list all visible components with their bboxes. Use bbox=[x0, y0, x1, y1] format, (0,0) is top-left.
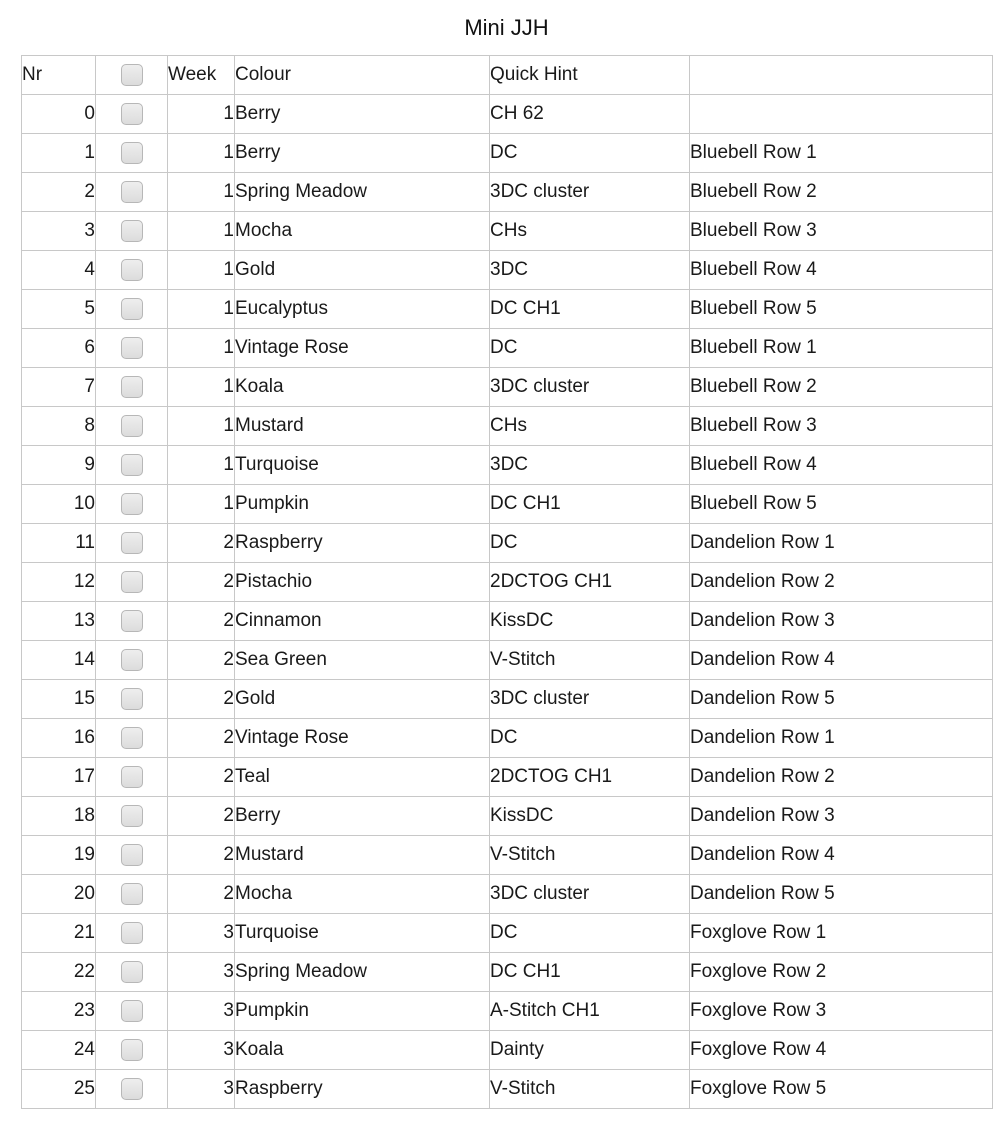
row-colour: Berry bbox=[235, 134, 490, 173]
row-checkbox[interactable] bbox=[121, 961, 143, 983]
row-checkbox[interactable] bbox=[121, 610, 143, 632]
row-note bbox=[690, 95, 993, 134]
row-checkbox[interactable] bbox=[121, 532, 143, 554]
row-checkbox[interactable] bbox=[121, 103, 143, 125]
row-week: 2 bbox=[168, 797, 235, 836]
row-week: 1 bbox=[168, 212, 235, 251]
row-checkbox-cell[interactable] bbox=[96, 875, 168, 914]
row-checkbox[interactable] bbox=[121, 298, 143, 320]
row-colour: Spring Meadow bbox=[235, 953, 490, 992]
row-note: Foxglove Row 4 bbox=[690, 1031, 993, 1070]
row-checkbox-cell[interactable] bbox=[96, 602, 168, 641]
row-week: 3 bbox=[168, 1031, 235, 1070]
table-row bbox=[22, 485, 993, 524]
row-note: Bluebell Row 5 bbox=[690, 290, 993, 329]
table-row bbox=[22, 1070, 993, 1109]
row-note: Dandelion Row 3 bbox=[690, 797, 993, 836]
row-week: 2 bbox=[168, 641, 235, 680]
row-quick-hint: DC bbox=[490, 134, 690, 173]
row-colour: Pumpkin bbox=[235, 992, 490, 1031]
row-nr: 2 bbox=[22, 173, 96, 212]
row-week: 1 bbox=[168, 485, 235, 524]
table-row bbox=[22, 95, 993, 134]
row-nr: 15 bbox=[22, 680, 96, 719]
row-quick-hint: V-Stitch bbox=[490, 641, 690, 680]
row-quick-hint: 3DC bbox=[490, 251, 690, 290]
row-checkbox[interactable] bbox=[121, 922, 143, 944]
row-week: 2 bbox=[168, 602, 235, 641]
row-quick-hint: CH 62 bbox=[490, 95, 690, 134]
table-row bbox=[22, 914, 993, 953]
row-note: Dandelion Row 5 bbox=[690, 680, 993, 719]
row-week: 2 bbox=[168, 758, 235, 797]
header-nr: Nr bbox=[22, 56, 96, 95]
row-checkbox-cell[interactable] bbox=[96, 758, 168, 797]
row-checkbox[interactable] bbox=[121, 376, 143, 398]
row-quick-hint: 2DCTOG CH1 bbox=[490, 758, 690, 797]
row-nr: 1 bbox=[22, 134, 96, 173]
row-quick-hint: KissDC bbox=[490, 602, 690, 641]
row-week: 2 bbox=[168, 875, 235, 914]
row-note: Bluebell Row 3 bbox=[690, 212, 993, 251]
row-nr: 8 bbox=[22, 407, 96, 446]
header-notes bbox=[690, 56, 993, 95]
row-checkbox-cell[interactable] bbox=[96, 836, 168, 875]
table-row bbox=[22, 368, 993, 407]
row-checkbox[interactable] bbox=[121, 142, 143, 164]
row-nr: 5 bbox=[22, 290, 96, 329]
row-quick-hint: 3DC cluster bbox=[490, 173, 690, 212]
row-checkbox[interactable] bbox=[121, 1078, 143, 1100]
row-note: Bluebell Row 5 bbox=[690, 485, 993, 524]
row-checkbox[interactable] bbox=[121, 1039, 143, 1061]
row-week: 1 bbox=[168, 290, 235, 329]
row-nr: 12 bbox=[22, 563, 96, 602]
row-colour: Gold bbox=[235, 680, 490, 719]
header-colour: Colour bbox=[235, 56, 490, 95]
row-nr: 13 bbox=[22, 602, 96, 641]
row-note: Foxglove Row 3 bbox=[690, 992, 993, 1031]
select-all-checkbox[interactable] bbox=[121, 64, 143, 86]
row-checkbox-cell[interactable] bbox=[96, 1031, 168, 1070]
row-colour: Turquoise bbox=[235, 914, 490, 953]
table-row bbox=[22, 173, 993, 212]
row-note: Dandelion Row 4 bbox=[690, 641, 993, 680]
row-note: Foxglove Row 2 bbox=[690, 953, 993, 992]
row-colour: Pistachio bbox=[235, 563, 490, 602]
row-checkbox-cell[interactable] bbox=[96, 368, 168, 407]
row-checkbox-cell[interactable] bbox=[96, 212, 168, 251]
row-checkbox[interactable] bbox=[121, 727, 143, 749]
table-row bbox=[22, 212, 993, 251]
table-row bbox=[22, 836, 993, 875]
row-nr: 4 bbox=[22, 251, 96, 290]
row-quick-hint: 3DC cluster bbox=[490, 875, 690, 914]
row-note: Dandelion Row 1 bbox=[690, 524, 993, 563]
row-checkbox-cell[interactable] bbox=[96, 95, 168, 134]
row-week: 1 bbox=[168, 329, 235, 368]
row-week: 3 bbox=[168, 992, 235, 1031]
header-week: Week bbox=[168, 56, 235, 95]
row-checkbox-cell[interactable] bbox=[96, 485, 168, 524]
row-quick-hint: DC bbox=[490, 524, 690, 563]
row-colour: Berry bbox=[235, 797, 490, 836]
row-nr: 18 bbox=[22, 797, 96, 836]
row-note: Bluebell Row 4 bbox=[690, 446, 993, 485]
row-nr: 20 bbox=[22, 875, 96, 914]
row-checkbox[interactable] bbox=[121, 688, 143, 710]
row-checkbox-cell[interactable] bbox=[96, 797, 168, 836]
table-row bbox=[22, 602, 993, 641]
row-week: 2 bbox=[168, 836, 235, 875]
row-colour: Gold bbox=[235, 251, 490, 290]
row-checkbox[interactable] bbox=[121, 844, 143, 866]
table-row bbox=[22, 758, 993, 797]
header-checkbox-cell[interactable] bbox=[96, 56, 168, 95]
row-checkbox[interactable] bbox=[121, 181, 143, 203]
row-checkbox[interactable] bbox=[121, 766, 143, 788]
table-row bbox=[22, 134, 993, 173]
row-checkbox[interactable] bbox=[121, 1000, 143, 1022]
row-note: Bluebell Row 1 bbox=[690, 329, 993, 368]
row-quick-hint: 3DC bbox=[490, 446, 690, 485]
row-note: Dandelion Row 1 bbox=[690, 719, 993, 758]
row-quick-hint: 3DC cluster bbox=[490, 368, 690, 407]
table-row bbox=[22, 680, 993, 719]
row-quick-hint: DC bbox=[490, 719, 690, 758]
row-colour: Mocha bbox=[235, 212, 490, 251]
row-nr: 25 bbox=[22, 1070, 96, 1109]
row-quick-hint: 3DC cluster bbox=[490, 680, 690, 719]
row-nr: 17 bbox=[22, 758, 96, 797]
row-colour: Sea Green bbox=[235, 641, 490, 680]
row-week: 1 bbox=[168, 368, 235, 407]
row-checkbox-cell[interactable] bbox=[96, 641, 168, 680]
row-nr: 14 bbox=[22, 641, 96, 680]
row-week: 1 bbox=[168, 173, 235, 212]
table-row bbox=[22, 641, 993, 680]
row-colour: Turquoise bbox=[235, 446, 490, 485]
row-note: Bluebell Row 2 bbox=[690, 173, 993, 212]
row-quick-hint: DC bbox=[490, 329, 690, 368]
row-quick-hint: DC bbox=[490, 914, 690, 953]
row-colour: Raspberry bbox=[235, 524, 490, 563]
row-nr: 16 bbox=[22, 719, 96, 758]
row-quick-hint: 2DCTOG CH1 bbox=[490, 563, 690, 602]
row-quick-hint: DC CH1 bbox=[490, 953, 690, 992]
row-note: Foxglove Row 1 bbox=[690, 914, 993, 953]
header-quick-hint: Quick Hint bbox=[490, 56, 690, 95]
row-colour: Mustard bbox=[235, 407, 490, 446]
row-checkbox-cell[interactable] bbox=[96, 992, 168, 1031]
row-note: Bluebell Row 2 bbox=[690, 368, 993, 407]
row-checkbox-cell[interactable] bbox=[96, 134, 168, 173]
row-week: 3 bbox=[168, 953, 235, 992]
table-row bbox=[22, 992, 993, 1031]
table-row bbox=[22, 524, 993, 563]
row-colour: Mocha bbox=[235, 875, 490, 914]
row-checkbox-cell[interactable] bbox=[96, 251, 168, 290]
row-nr: 0 bbox=[22, 95, 96, 134]
row-colour: Koala bbox=[235, 368, 490, 407]
row-colour: Mustard bbox=[235, 836, 490, 875]
row-nr: 7 bbox=[22, 368, 96, 407]
row-week: 2 bbox=[168, 524, 235, 563]
row-quick-hint: A-Stitch CH1 bbox=[490, 992, 690, 1031]
row-nr: 21 bbox=[22, 914, 96, 953]
row-quick-hint: V-Stitch bbox=[490, 836, 690, 875]
row-week: 2 bbox=[168, 563, 235, 602]
row-colour: Pumpkin bbox=[235, 485, 490, 524]
row-week: 2 bbox=[168, 719, 235, 758]
row-checkbox-cell[interactable] bbox=[96, 719, 168, 758]
row-note: Foxglove Row 5 bbox=[690, 1070, 993, 1109]
table-row bbox=[22, 953, 993, 992]
row-note: Dandelion Row 3 bbox=[690, 602, 993, 641]
row-week: 1 bbox=[168, 251, 235, 290]
row-nr: 10 bbox=[22, 485, 96, 524]
row-nr: 3 bbox=[22, 212, 96, 251]
row-checkbox-cell[interactable] bbox=[96, 680, 168, 719]
row-checkbox[interactable] bbox=[121, 571, 143, 593]
row-note: Dandelion Row 2 bbox=[690, 563, 993, 602]
row-week: 1 bbox=[168, 95, 235, 134]
row-quick-hint: KissDC bbox=[490, 797, 690, 836]
table-row bbox=[22, 329, 993, 368]
table-row bbox=[22, 875, 993, 914]
row-quick-hint: DC CH1 bbox=[490, 485, 690, 524]
row-nr: 22 bbox=[22, 953, 96, 992]
spreadsheet-table bbox=[21, 55, 993, 1109]
row-checkbox-cell[interactable] bbox=[96, 953, 168, 992]
row-quick-hint: CHs bbox=[490, 212, 690, 251]
row-week: 3 bbox=[168, 1070, 235, 1109]
row-nr: 19 bbox=[22, 836, 96, 875]
row-nr: 24 bbox=[22, 1031, 96, 1070]
row-checkbox[interactable] bbox=[121, 493, 143, 515]
row-note: Dandelion Row 4 bbox=[690, 836, 993, 875]
row-note: Dandelion Row 2 bbox=[690, 758, 993, 797]
table-row bbox=[22, 797, 993, 836]
row-checkbox-cell[interactable] bbox=[96, 173, 168, 212]
row-checkbox-cell[interactable] bbox=[96, 1070, 168, 1109]
row-note: Bluebell Row 1 bbox=[690, 134, 993, 173]
table-row bbox=[22, 251, 993, 290]
sheet-title: Mini JJH bbox=[464, 15, 549, 40]
row-checkbox[interactable] bbox=[121, 805, 143, 827]
row-checkbox[interactable] bbox=[121, 649, 143, 671]
table-row bbox=[22, 563, 993, 602]
row-checkbox[interactable] bbox=[121, 337, 143, 359]
row-checkbox[interactable] bbox=[121, 220, 143, 242]
row-checkbox-cell[interactable] bbox=[96, 914, 168, 953]
row-colour: Vintage Rose bbox=[235, 719, 490, 758]
row-quick-hint: Dainty bbox=[490, 1031, 690, 1070]
row-colour: Spring Meadow bbox=[235, 173, 490, 212]
table-row bbox=[22, 719, 993, 758]
row-colour: Vintage Rose bbox=[235, 329, 490, 368]
table-row bbox=[22, 407, 993, 446]
row-checkbox-cell[interactable] bbox=[96, 407, 168, 446]
row-week: 2 bbox=[168, 680, 235, 719]
row-checkbox[interactable] bbox=[121, 259, 143, 281]
row-quick-hint: V-Stitch bbox=[490, 1070, 690, 1109]
row-colour: Eucalyptus bbox=[235, 290, 490, 329]
row-quick-hint: CHs bbox=[490, 407, 690, 446]
row-checkbox-cell[interactable] bbox=[96, 524, 168, 563]
row-nr: 9 bbox=[22, 446, 96, 485]
row-nr: 6 bbox=[22, 329, 96, 368]
row-nr: 23 bbox=[22, 992, 96, 1031]
row-colour: Cinnamon bbox=[235, 602, 490, 641]
row-note: Bluebell Row 4 bbox=[690, 251, 993, 290]
row-week: 1 bbox=[168, 407, 235, 446]
row-week: 3 bbox=[168, 914, 235, 953]
row-week: 1 bbox=[168, 134, 235, 173]
row-week: 1 bbox=[168, 446, 235, 485]
table-row bbox=[22, 290, 993, 329]
row-checkbox-cell[interactable] bbox=[96, 446, 168, 485]
row-colour: Raspberry bbox=[235, 1070, 490, 1109]
row-quick-hint: DC CH1 bbox=[490, 290, 690, 329]
row-checkbox-cell[interactable] bbox=[96, 290, 168, 329]
row-nr: 11 bbox=[22, 524, 96, 563]
row-note: Bluebell Row 3 bbox=[690, 407, 993, 446]
row-checkbox[interactable] bbox=[121, 883, 143, 905]
row-checkbox-cell[interactable] bbox=[96, 329, 168, 368]
row-note: Dandelion Row 5 bbox=[690, 875, 993, 914]
table-row bbox=[22, 1031, 993, 1070]
row-checkbox-cell[interactable] bbox=[96, 563, 168, 602]
row-checkbox[interactable] bbox=[121, 415, 143, 437]
row-checkbox[interactable] bbox=[121, 454, 143, 476]
row-colour: Berry bbox=[235, 95, 490, 134]
row-colour: Teal bbox=[235, 758, 490, 797]
table-row bbox=[22, 446, 993, 485]
row-colour: Koala bbox=[235, 1031, 490, 1070]
header-row bbox=[22, 56, 993, 95]
